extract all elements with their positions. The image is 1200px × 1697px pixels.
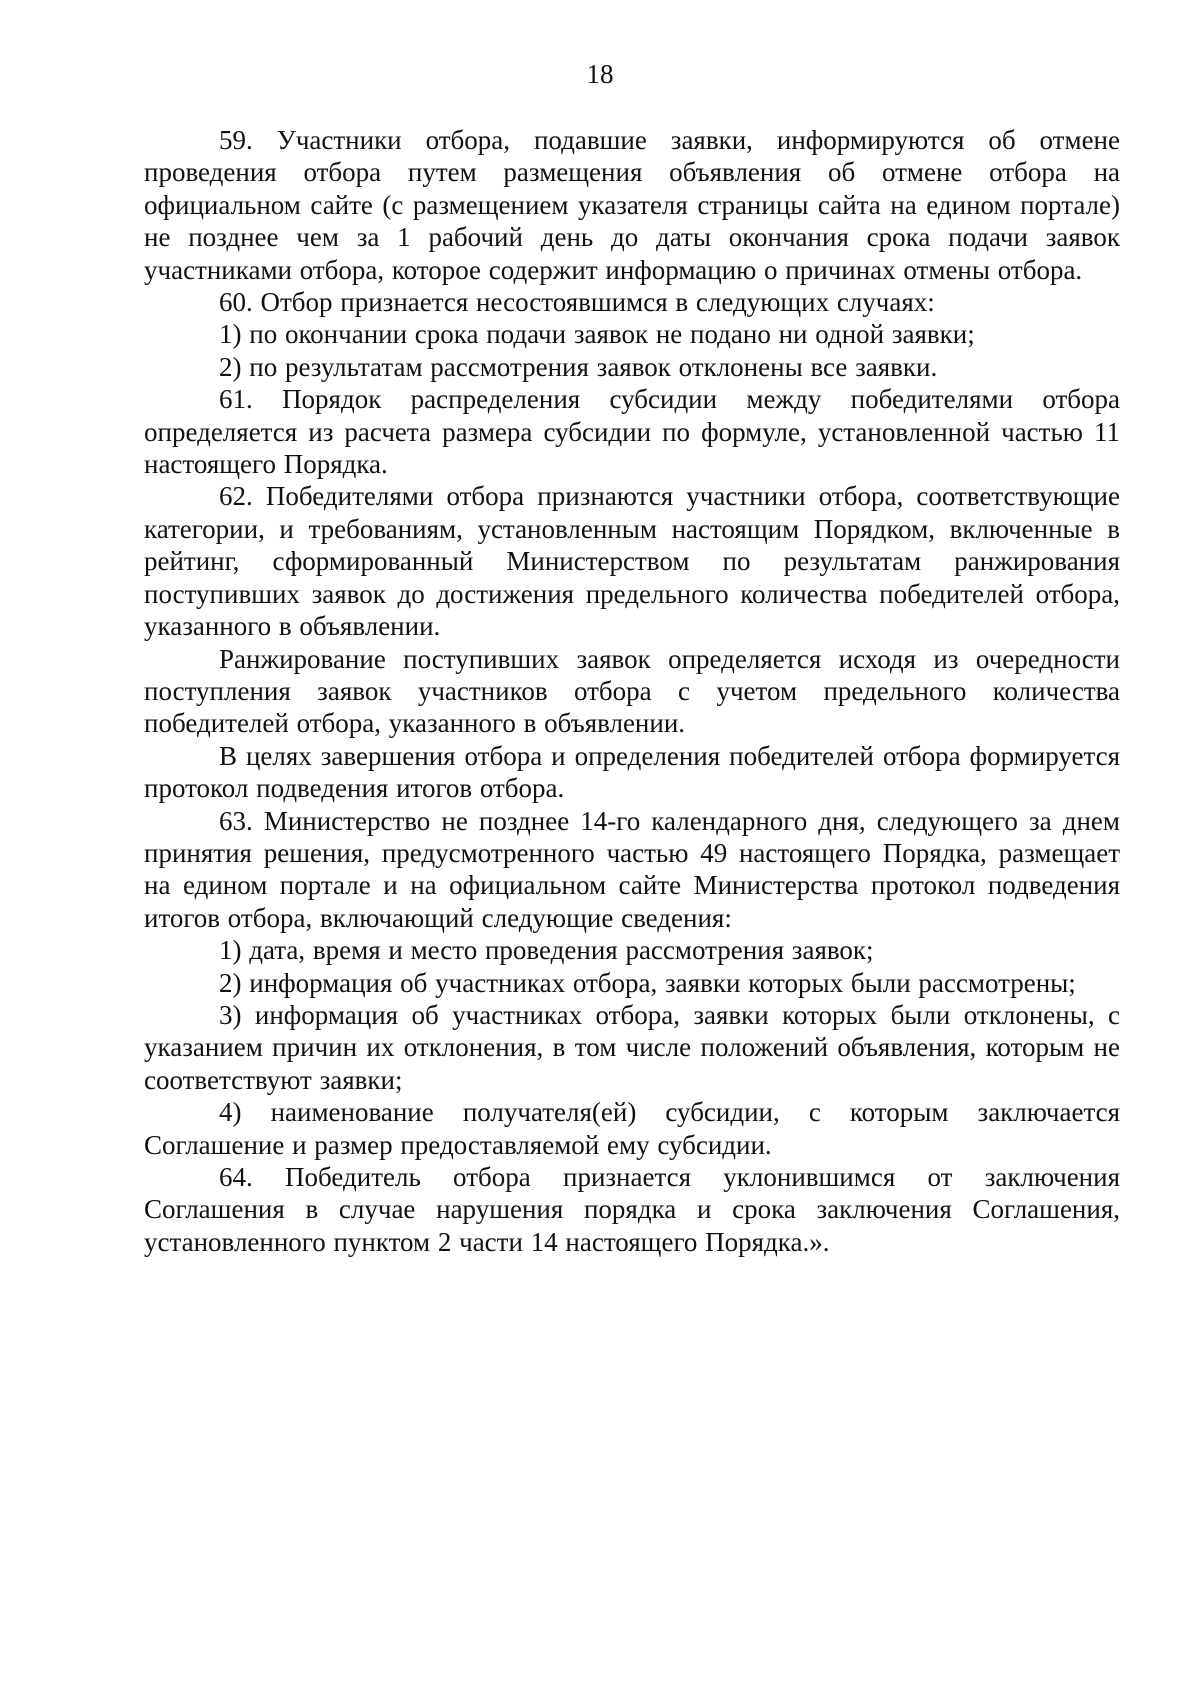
paragraph-64: 64. Победитель отбора признается уклонившимся от заключения Соглашения в случае нарушения порядка и срока заключения Соглашения, установленного пунктом 2 части 14 настоящего Порядка.». xyxy=(144,1162,1120,1257)
paragraph-63-item-1: 1) дата, время и место проведения рассмотрения заявок; xyxy=(219,935,874,966)
page-number: 18 xyxy=(586,59,614,89)
paragraph-62: 62. Победителями отбора признаются участники отбора, соответствующие категории, и требованиям, установленным настоящим Порядком, включенные в рейтинг, сформированный Министерством по результатам ранжирования поступивших заявок до достижения предельного количества победителей отбора, указанного в объявлении. xyxy=(144,481,1120,642)
paragraph-62-ranking: Ранжирование поступивших заявок определяется исходя из очередности поступления заявок участников отбора с учетом предельного количества победителей отбора, указанного в объявлении. xyxy=(144,643,1120,739)
paragraph-60: 60. Отбор признается несостоявшимся в следующих случаях: xyxy=(219,287,935,318)
paragraph-63-item-4: 4) наименование получателя(ей) субсидии, с которым заключается Соглашение и размер предоставляемой ему субсидии. xyxy=(144,1097,1120,1160)
paragraph-63-item-3: 3) информация об участниках отбора, заявки которых были отклонены, с указанием причин их отклонения, в том числе положений объявления, которым не соответствуют заявки; xyxy=(144,999,1120,1095)
paragraph-59: 59. Участники отбора, подавшие заявки, информируются об отмене проведения отбора путем размещения объявления об отмене отбора на официальном сайте (с размещением указателя страницы сайта на едином портале) не позднее чем за 1 рабочий день до даты окончания срока подачи заявок участниками отбора, которое содержит информацию о причинах отмены отбора. xyxy=(144,125,1120,285)
paragraph-61: 61. Порядок распределения субсидии между победителями отбора определяется из расчета размера субсидии по формуле, установленной частью 11 настоящего Порядка. xyxy=(144,384,1120,480)
document-body xyxy=(144,124,1120,1258)
paragraph-60-item-2: 2) по результатам рассмотрения заявок отклонены все заявки. xyxy=(219,351,938,382)
paragraph-60-item-1: 1) по окончании срока подачи заявок не подано ни одной заявки; xyxy=(219,319,975,350)
paragraph-63-item-2: 2) информация об участниках отбора, заявки которых были рассмотрены; xyxy=(219,967,1076,998)
paragraph-62-protocol: В целях завершения отбора и определения победителей отбора формируется протокол подведения итогов отбора. xyxy=(144,740,1120,804)
paragraph-63: 63. Министерство не позднее 14-го календарного дня, следующего за днем принятия решения, предусмотренного частью 49 настоящего Порядка, размещает на едином портале и на официальном сайте Министерства протокол подведения итогов отбора, включающий следующие сведения: xyxy=(144,805,1120,933)
